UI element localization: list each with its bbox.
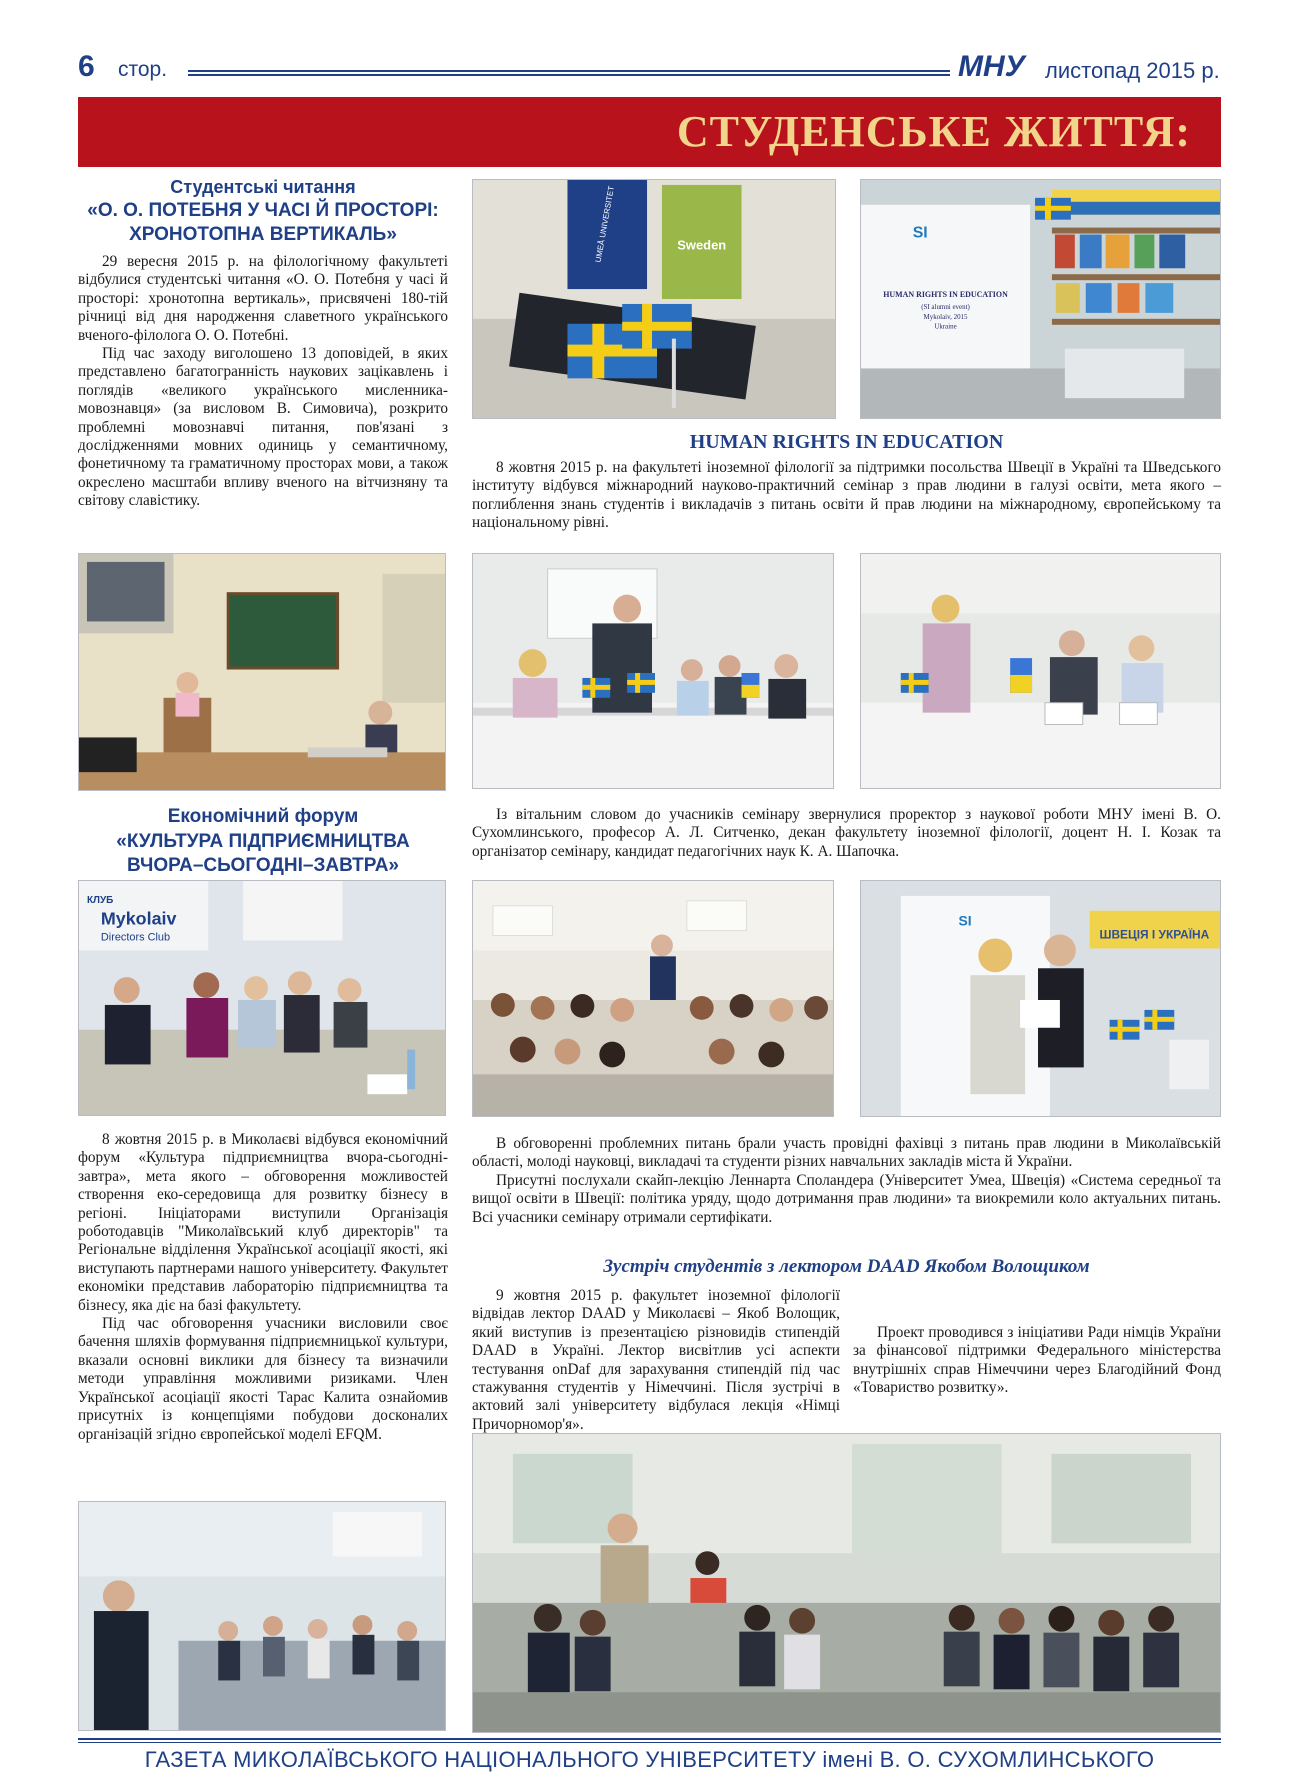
potebnia-title: «О. О. ПОТЕБНЯ У ЧАСІ Й ПРОСТОРІ: ХРОНОТОПНА ВЕРТИКАЛЬ» (87, 200, 439, 245)
seminar-presidium-photo (472, 553, 834, 789)
hr-banner-place: Mykolaiv, 2015 (923, 312, 968, 321)
daad-col2-paragraph: Проект проводився з ініціативи Ради німців України за фінансової підтримки Федерального міністерства внутрішніх справ Німеччини через Благодійний Фонд «Товариство розвитку». (853, 1324, 1221, 1397)
footer-text: ГАЗЕТА МИКОЛАЇВСЬКОГО НАЦІОНАЛЬНОГО УНІВЕРСИТЕТУ імені В. О. СУХОМЛИНСЬКОГО (144, 1747, 1155, 1772)
section-title: СТУДЕНСЬКЕ ЖИТТЯ: (676, 107, 1191, 156)
daad-col1 (472, 1287, 840, 1434)
page-number: 6 (78, 50, 95, 83)
wall-banner: ШВЕЦІЯ І УКРАЇНА (1099, 927, 1210, 942)
newspaper-brand: МНУ (958, 50, 1025, 83)
certificate-photo (860, 880, 1221, 1117)
daad-title: Зустріч студентів з лектором DAAD Якобом Волощиком (603, 1256, 1090, 1277)
issue-date: листопад 2015 р. (1045, 58, 1220, 83)
daad-col2 (853, 1324, 1221, 1398)
sweden-book-title: Sweden (677, 237, 727, 253)
seminar-audience-photo (472, 880, 834, 1117)
forum-speaker-photo (78, 1501, 446, 1731)
hr-intro-paragraph: 8 жовтня 2015 р. на факультеті іноземної філології за підтримки посольства Швеції в Україні та Шведського інституту відбувся міжнародний науково-практичний семінар з прав людини в галузі освіти, мета якого – поглиблення знань студентів і викладачів з питань освіти й прав людини на міжнародному, європейському та національному рівні. (472, 459, 1221, 532)
hr-banner-heading: HUMAN RIGHTS IN EDUCATION (883, 290, 1008, 300)
forum-body (78, 1131, 448, 1444)
si-logo-2: SI (958, 912, 972, 929)
seminar-speaker-photo (860, 553, 1221, 789)
si-logo: SI (912, 224, 928, 242)
header-rule (188, 70, 950, 76)
flags-table-photo (472, 179, 836, 419)
section-banner (78, 97, 1221, 167)
footer-rule (78, 1738, 1221, 1743)
page-word: стор. (118, 58, 168, 81)
hr-intro (472, 459, 1221, 533)
forum-paragraph: 8 жовтня 2015 р. в Миколаєві відбувся економічний форум «Культура підприємництва вчора-сьогодні-завтра», мета якого – обговорення можливостей створення еко-середовища для розвитку бізнесу в регіоні. Ініціаторами виступили Організація роботодавців "Миколаївський клуб директорів" та Регіональне відділення Української асоціації якості, які виступають партнерами нашого університету. Факультет економіки представив лабораторію підприємництва та бізнесу, яка діє на базі факультету. (78, 1131, 448, 1314)
potebnia-body (78, 253, 448, 511)
hr-middle-paragraph: Із вітальним словом до учасників семінару звернулися проректор з наукової роботи МНУ імені В. О. Сухомлинського, професор А. Л. Ситченко, декан факультету іноземної філології, доцент Н. І. Козак та організатор семінару, кандидат педагогічних наук К. А. Шапочка. (472, 806, 1221, 860)
forum-paragraph: Під час обговорення учасники висловили своє бачення шляхів формування підприємницької культури, вказали основні виклики для бізнесу та визначили методи управління можливими ризиками. Член Української асоціації якості Тарас Калита ознайомив присутніх із концепціями побудови досконалих організацій згідно європейської моделі EFQM. (78, 1315, 448, 1443)
hr-banner-photo (860, 179, 1221, 419)
hr-outro (472, 1135, 1221, 1227)
daad-col1-paragraph: 9 жовтня 2015 р. факультет іноземної філології відвідав лектор DAAD у Миколаєві – Якоб Волощик, який виступив із презентацією різновидів стипендій DAAD в Україні. Лектор висвітлив усі аспекти тестування onDaf для зарахування стипендій під час стажування студентів у Німеччині. Після зустрічі в актовий залі університету відбулася лекція «Німці Причорномор'я». (472, 1287, 840, 1433)
club-logo-line3: Directors Club (100, 931, 171, 944)
hr-banner-country: Ukraine (934, 322, 957, 331)
hr-outro-paragraph: Присутні послухали скайп-лекцію Леннарта Споландера (Університет Умеа, Швеція) «Система середньої та вищої освіти в Швеції: політика уряду, щодо дотримання прав людини» та виокремили коло актуальних питань. Всі учасники семінару отримали сертифікати. (472, 1171, 1221, 1226)
daad-lecture-photo (472, 1433, 1221, 1733)
club-logo-line2: Mykolaiv (100, 908, 177, 929)
hr-banner-sub: (SI alumni event) (921, 302, 970, 311)
potebnia-kicker: Студентські читання (170, 177, 356, 197)
hr-title: HUMAN RIGHTS IN EDUCATION (689, 431, 1004, 453)
forum-panel-photo (78, 880, 446, 1116)
potebnia-paragraph: 29 вересня 2015 р. на філологічному факультеті відбулися студентські читання «О. О. Потебня у часі й просторі: хронотопна вертикаль», присвячені 180-тій річниці від дня народження славетного українського вченого-філолога О. О. Потебні. (78, 253, 448, 344)
hr-middle (472, 806, 1221, 861)
potebnia-paragraph: Під час заходу виголошено 13 доповідей, в яких представлено багатогранність наукових зацікавлень і поглядів «великого українського мисленника-мовознавця» (за висловом В. Симовича), розкрито проблемні мовознавчі питання, пов'язані з дослідженнями мовних одиниць у семантичному, фонетичному та граматичному просторах мови, а також окреслено масштаби впливу вченого на вітчизняну та світову славістику. (78, 345, 448, 510)
hr-outro-paragraph: В обговоренні проблемних питань брали участь провідні фахівці з питань прав людини в Миколаївській області, молоді науковці, викладачі та студенти різних навчальних закладів міста й України. (472, 1135, 1221, 1171)
forum-title: «КУЛЬТУРА ПІДПРИЄМНИЦТВА ВЧОРА–СЬОГОДНІ–ЗАВТРА» (116, 831, 410, 876)
forum-kicker: Економічний форум (167, 806, 359, 827)
umea-sign: UMEÅ UNIVERSITET (593, 185, 616, 264)
potebnia-lecture-photo (78, 553, 446, 791)
club-logo-line1: КЛУБ (86, 894, 114, 906)
